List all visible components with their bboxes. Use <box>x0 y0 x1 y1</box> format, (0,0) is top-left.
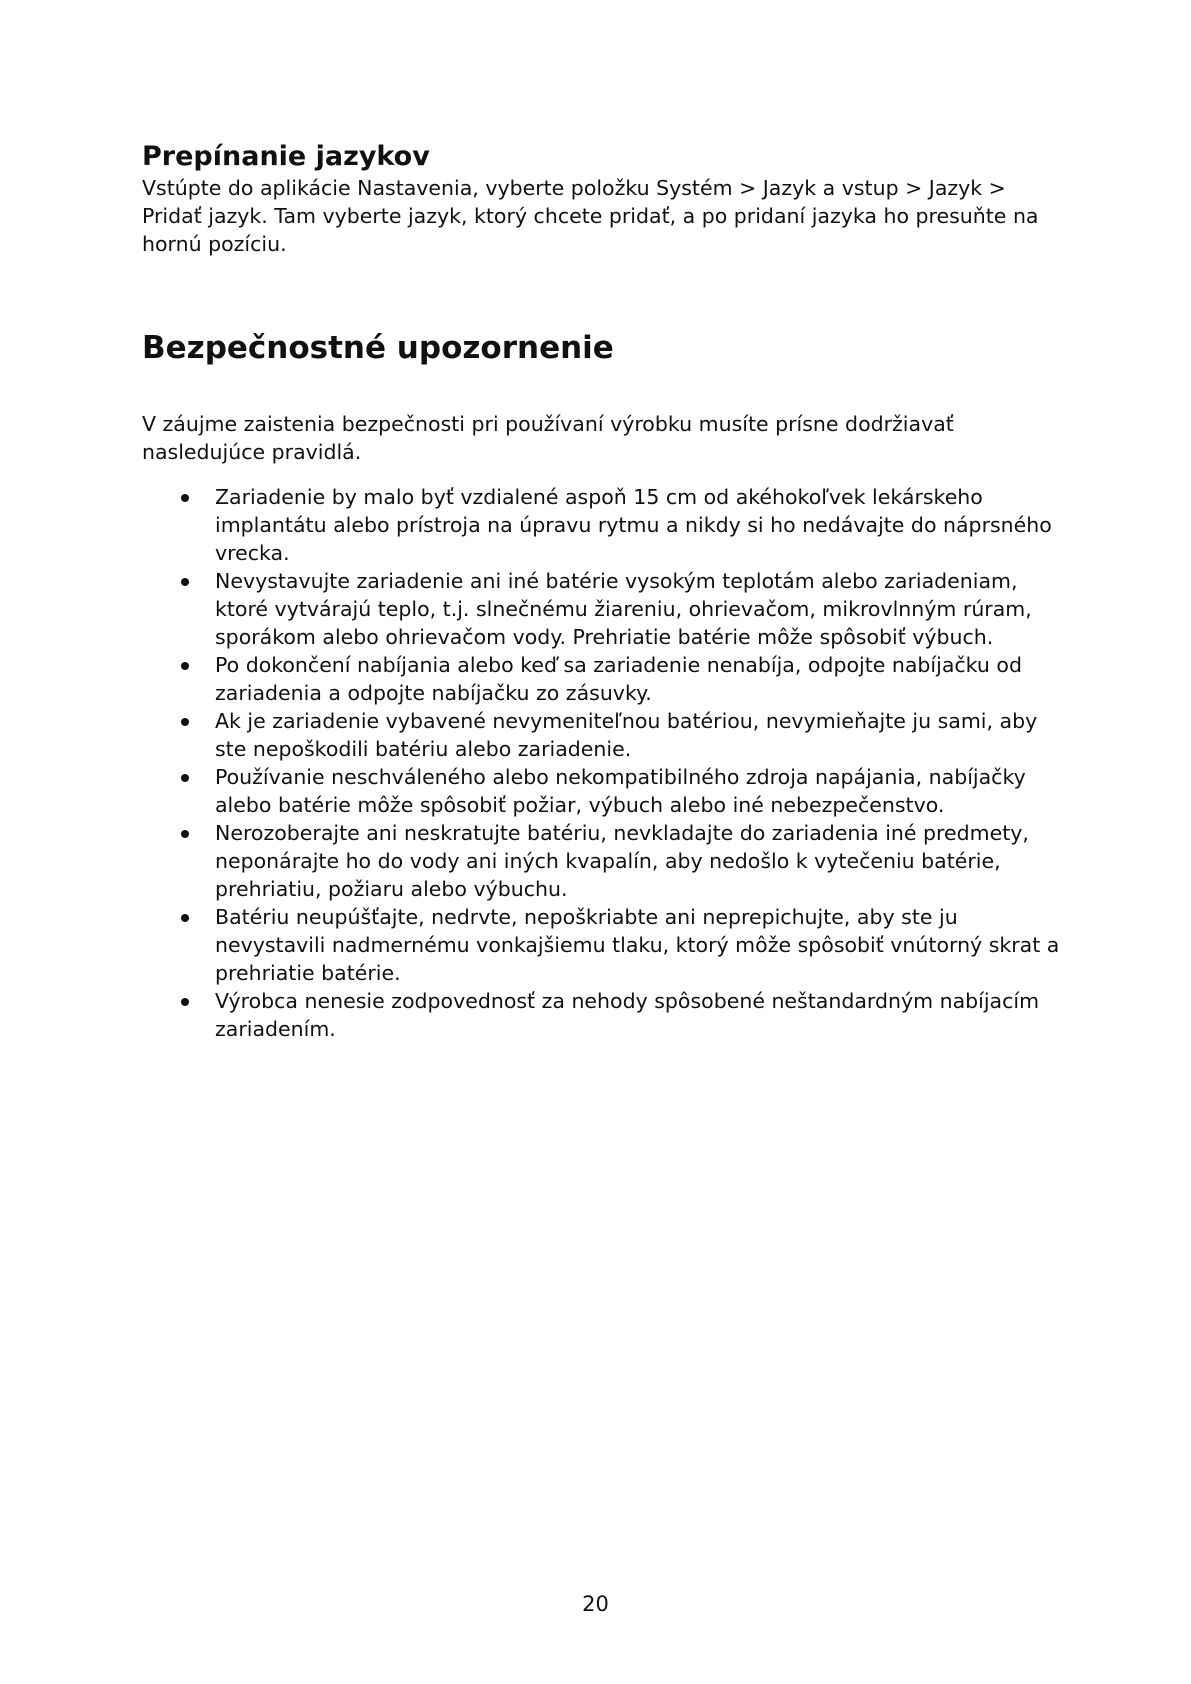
page-number: 20 <box>582 1592 609 1616</box>
bullet-icon <box>181 578 189 586</box>
rule-text: Ak je zariadenie vybavené nevymeniteľnou batériou, nevymieňajte ju sami, aby ste nepoškodili batériu alebo zariadenie. <box>215 709 1038 761</box>
safety-intro-text: V záujme zaistenia bezpečnosti pri používaní výrobku musíte prísne dodržiavať nasledujúce pravidlá. <box>142 412 954 464</box>
page-content <box>142 140 1062 1041</box>
safety-warning-heading: Bezpečnostné upozornenie <box>142 330 614 366</box>
bullet-icon <box>181 494 189 502</box>
rule-text: Výrobca nenesie zodpovednosť za nehody spôsobené neštandardným nabíjacím zariadením. <box>215 989 1040 1041</box>
rule-text: Po dokončení nabíjania alebo keď sa zariadenie nenabíja, odpojte nabíjačku od zariadenia a odpojte nabíjačku zo zásuvky. <box>215 653 1022 705</box>
list-item <box>142 987 1062 1043</box>
rule-text: Používanie neschváleného alebo nekompatibilného zdroja napájania, nabíjačky alebo batérie môže spôsobiť požiar, výbuch alebo iné nebezpečenstvo. <box>215 765 1026 817</box>
list-item <box>142 819 1062 903</box>
bullet-icon <box>181 998 189 1006</box>
list-item <box>142 707 1062 763</box>
language-switching-heading: Prepínanie jazykov <box>142 141 430 172</box>
bullet-icon <box>181 718 189 726</box>
list-item <box>142 903 1062 987</box>
bullet-icon <box>181 662 189 670</box>
rule-text: Nevystavujte zariadenie ani iné batérie vysokým teplotám alebo zariadeniam, ktoré vytvárajú teplo, t.j. slnečnému žiareniu, ohrievačom, mikrovlnným rúram, sporákom alebo ohrievačom vody. Prehriatie batérie môže spôsobiť výbuch. <box>215 569 1032 649</box>
bullet-icon <box>181 830 189 838</box>
bullet-icon <box>181 914 189 922</box>
list-item <box>142 567 1062 651</box>
list-item <box>142 483 1062 567</box>
rule-text: Batériu neupúšťajte, nedrvte, nepoškriabte ani neprepichujte, aby ste ju nevystavili nadmernému vonkajšiemu tlaku, ktorý môže spôsobiť vnútorný skrat a prehriatie batérie. <box>215 905 1060 985</box>
rule-text: Nerozoberajte ani neskratujte batériu, nevkladajte do zariadenia iné predmety, neponárajte ho do vody ani iných kvapalín, aby nedošlo k vytečeniu batérie, prehriatiu, požiaru alebo výbuchu. <box>215 821 1029 901</box>
bullet-icon <box>181 774 189 782</box>
language-switching-body: Vstúpte do aplikácie Nastavenia, vyberte položku Systém > Jazyk a vstup > Jazyk > Pridať jazyk. Tam vyberte jazyk, ktorý chcete pridať, a po pridaní jazyka ho presuňte na hornú pozíciu. <box>142 176 1039 256</box>
safety-rules-list <box>142 483 1062 1043</box>
list-item <box>142 763 1062 819</box>
rule-text: Zariadenie by malo byť vzdialené aspoň 15 cm od akéhokoľvek lekárskeho implantátu alebo prístroja na úpravu rytmu a nikdy si ho nedávajte do náprsného vrecka. <box>215 485 1052 565</box>
list-item <box>142 651 1062 707</box>
